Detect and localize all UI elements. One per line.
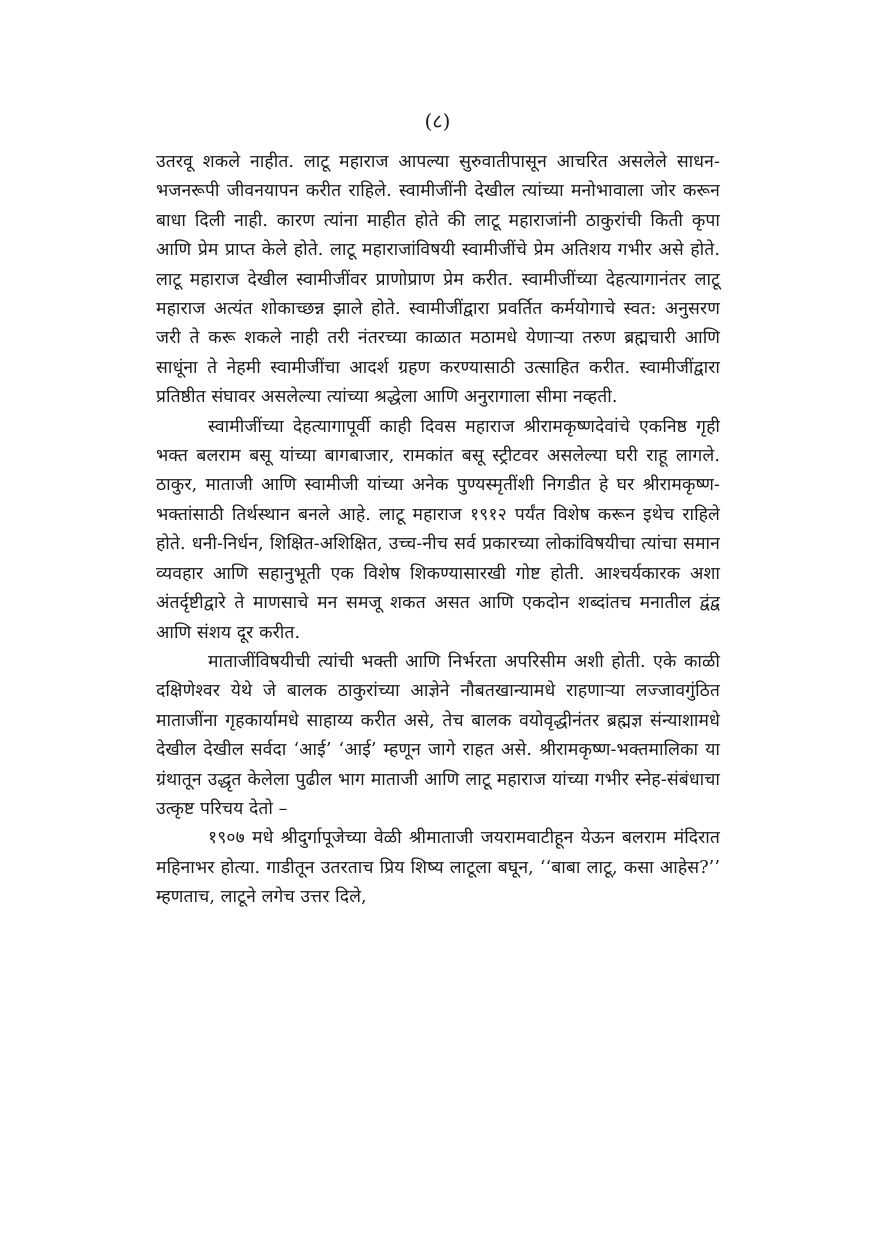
paragraph: उतरवू शकले नाहीत. लाटू महाराज आपल्या सुरुवातीपासून आचरित असलेले साधन-भजनरूपी जीवनयापन करीत राहिले. स्वामीजींनी देखील त्यांच्या मनोभावाला जोर करून बाधा दिली नाही. कारण त्यांना माहीत होते की लाटू महाराजांनी ठाकुरांची किती कृपा आणि प्रेम प्राप्त केले होते. लाटू महाराजांविषयी स्वामीजींचे प्रेम अतिशय गभीर असे होते. लाटू महाराज देखील स्वामीजींवर प्राणोप्राण प्रेम करीत. स्वामीजींच्या देहत्यागानंतर लाटू महाराज अत्यंत शोकाच्छन्न झाले होते. स्वामीजींद्वारा प्रवर्तित कर्मयोगाचे स्वत: अनुसरण जरी ते करू शकले नाही तरी नंतरच्या काळात मठामधे येणाऱ्या तरुण ब्रह्मचारी आणि साधूंना ते नेहमी स्वामीजींचा आदर्श ग्रहण करण्यासाठी उत्साहित करीत. स्वामीजींद्वारा प्रतिष्ठीत संघावर असलेल्या त्यांच्या श्रद्धेला आणि अनुरागाला सीमा नव्हती. (156, 152, 720, 408)
paragraph: १९०७ मधे श्रीदुर्गापूजेच्या वेळी श्रीमाताजी जयरामवाटीहून येऊन बलराम मंदिरात महिनाभर होत्या. गाडीतून उतरताच प्रिय शिष्य लाटूला बघून, ‘‘बाबा लाटू, कसा आहेस?’’ म्हणताच, लाटूने लगेच उत्तर दिले, (156, 828, 721, 908)
paragraph: माताजींविषयीची त्यांची भक्ती आणि निर्भरता अपरिसीम अशी होती. एके काळी दक्षिणेश्वर येथे जे बालक ठाकुरांच्या आज्ञेने नौबतखान्यामधे राहणाऱ्या लज्जावगुंठित माताजींना गृहकार्यामधे साहाय्य करीत असे, तेच बालक वयोवृद्धीनंतर ब्रह्मज्ञ संन्याशामधे देखील देखील सर्वदा ‘आई’ ‘आई’ म्हणून जागे राहत असे. श्रीरामकृष्ण-भक्तमालिका या ग्रंथातून उद्धृत केलेला पुढील भाग माताजी आणि लाटू महाराज यांच्या गभीर स्नेह-संबंधाचा उत्कृष्ट परिचय देतो – (156, 651, 720, 819)
body-text (156, 148, 720, 913)
paragraph: स्वामीजींच्या देहत्यागापूर्वी काही दिवस महाराज श्रीरामकृष्णदेवांचे एकनिष्ठ गृही भक्त बलराम बसू यांच्या बागबाजार, रामकांत बसू स्ट्रीटवर असलेल्या घरी राहू लागले. ठाकुर, माताजी आणि स्वामीजी यांच्या अनेक पुण्यस्मृतींशी निगडीत हे घर श्रीरामकृष्ण-भक्तांसाठी तिर्थस्थान बनले आहे. लाटू महाराज १९१२ पर्यंत विशेष करून इथेच राहिले होते. धनी-निर्धन, शिक्षित-अशिक्षित, उच्च-नीच सर्व प्रकारच्या लोकांविषयीचा त्यांचा समान व्यवहार आणि सहानुभूती एक विशेष शिकण्यासारखी गोष्ट होती. आश्चर्यकारक अशा अंतर्दृष्टीद्वारे ते माणसाचे मन समजू शकत असत आणि एकदोन शब्दांतच मनातील द्वंद्व आणि संशय दूर करीत. (156, 416, 720, 643)
page-number: (८) (424, 109, 451, 133)
